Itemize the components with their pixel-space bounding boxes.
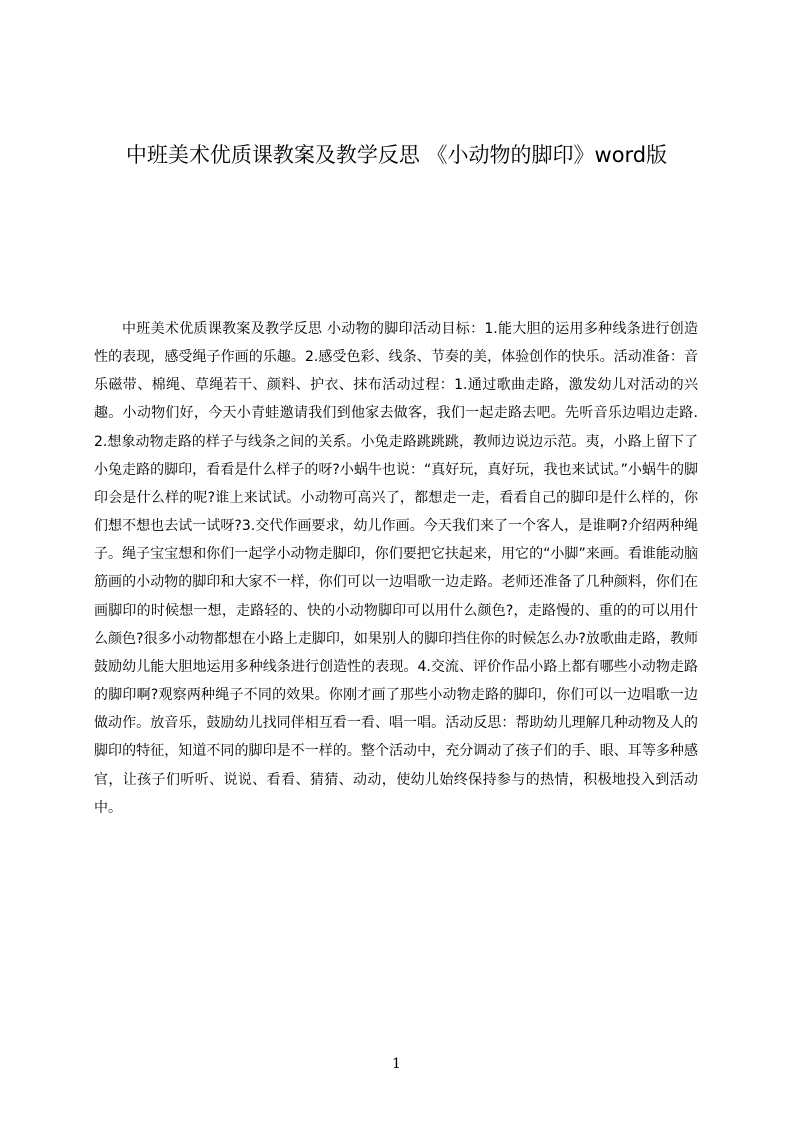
page-number: 1 (392, 1056, 401, 1072)
document-body-paragraph: 中班美术优质课教案及教学反思 小动物的脚印活动目标：1.能大胆的运用多种线条进行创造性的表现，感受绳子作画的乐趣。2.感受色彩、线条、节奏的美，体验创作的快乐。活动准备：音乐磁带、棉绳、草绳若干、颜料、护衣、抹布活动过程：1.通过歌曲走路，激发幼儿对活动的兴趣。小动物们好，今天小青蛙邀请我们到他家去做客，我们一起走路去吧。先听音乐边唱边走路.2.想象动物走路的样子与线条之间的关系。小兔走路跳跳跳，教师边说边示范。夷，小路上留下了小兔走路的脚印，看看是什么样子的呀?小蜗牛也说：“真好玩，真好玩，我也来试试。”小蜗牛的脚印会是什么样的呢?谁上来试试。小动物可高兴了，都想走一走，看看自己的脚印是什么样的，你们想不想也去试一试呀?3.交代作画要求，幼儿作画。今天我们来了一个客人，是谁啊?介绍两种绳子。绳子宝宝想和你们一起学小动物走脚印，你们要把它扶起来，用它的“小脚”来画。看谁能动脑筋画的小动物的脚印和大家不一样，你们可以一边唱歌一边走路。老师还准备了几种颜料，你们在画脚印的时候想一想，走路轻的、快的小动物脚印可以用什么颜色?，走路慢的、重的的可以用什么颜色?很多小动物都想在小路上走脚印，如果别人的脚印挡住你的时候怎么办?放歌曲走路，教师鼓励幼儿能大胆地运用多种线条进行创造性的表现。4.交流、评价作品小路上都有哪些小动物走路的脚印啊?观察两种绳子不同的效果。你刚才画了那些小动物走路的脚印，你们可以一边唱歌一边做动作。放音乐，鼓励幼儿找同伴相互看一看、唱一唱。活动反思：帮助幼儿理解几种动物及人的脚印的特征，知道不同的脚印是不一样的。整个活动中，充分调动了孩子们的手、眼、耳等多种感官，让孩子们听听、说说、看看、猜猜、动动，使幼儿始终保持参与的热情，积极地投入到活动中。 (94, 321, 698, 816)
document-title: 中班美术优质课教案及教学反思 《小动物的脚印》word版 (125, 143, 668, 167)
